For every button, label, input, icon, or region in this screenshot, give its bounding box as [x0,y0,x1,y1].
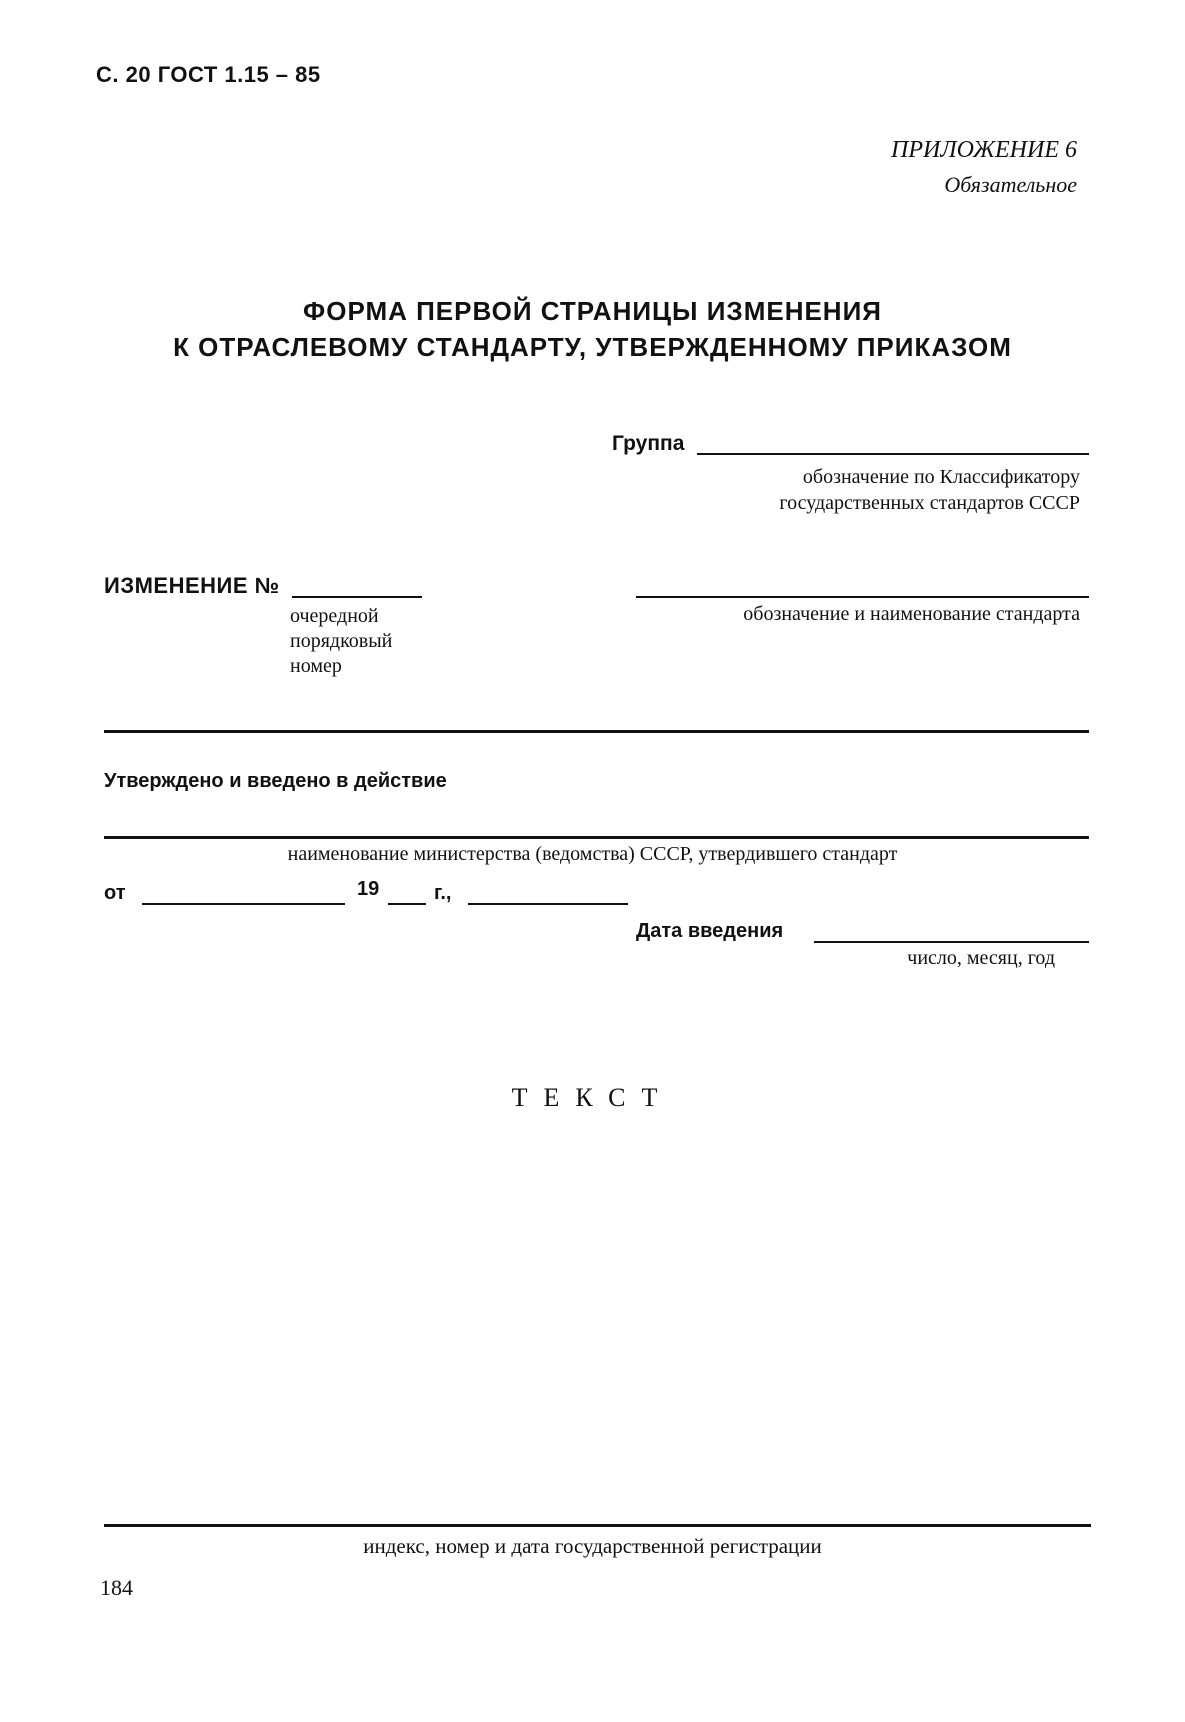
form-title-line-2: К ОТРАСЛЕВОМУ СТАНДАРТУ, УТВЕРЖДЕННОМУ ПРИКАЗОМ [173,332,1012,362]
change-caption-line-2: порядковый [290,630,393,652]
standard-input-line[interactable] [636,596,1089,598]
from-label: от [104,882,126,904]
order-number-input-line[interactable] [468,903,628,905]
group-caption-line-1: обозначение по Классификатору [802,466,1080,488]
form-title-line-1: ФОРМА ПЕРВОЙ СТРАНИЦЫ ИЗМЕНЕНИЯ [303,296,882,326]
year-suffix: г., [434,882,452,904]
divider-line [104,730,1089,733]
ministry-input-line[interactable] [104,836,1089,839]
year-prefix: 19 [357,878,380,900]
change-caption-line-1: очередной [290,605,379,627]
text-heading: ТЕКСТ [511,1083,674,1112]
intro-date-input-line[interactable] [814,941,1089,943]
page-header: С. 20 ГОСТ 1.15 – 85 [96,62,321,87]
year-input-line[interactable] [388,903,426,905]
group-label: Группа [612,432,685,455]
appendix-status: Обязательное [944,172,1077,197]
intro-date-label: Дата введения [636,920,784,942]
group-input-line[interactable] [697,453,1089,455]
approved-label: Утверждено и введено в действие [104,770,447,792]
appendix-title: ПРИЛОЖЕНИЕ 6 [891,137,1077,163]
registration-caption: индекс, номер и дата государственной регистрации [363,1534,822,1558]
group-caption [680,464,1080,516]
intro-date-caption: число, месяц, год [907,947,1055,969]
standard-caption: обозначение и наименование стандарта [743,603,1080,625]
order-date-input-line[interactable] [142,903,345,905]
change-number-caption [290,604,440,679]
group-caption-line-2: государственных стандартов СССР [779,492,1080,514]
change-number-label: ИЗМЕНЕНИЕ № [104,573,280,598]
change-number-input-line[interactable] [292,596,422,598]
form-title [0,293,1185,365]
page-number: 184 [100,1575,133,1600]
registration-input-line[interactable] [104,1524,1091,1527]
ministry-caption: наименование министерства (ведомства) СССР, утвердившего стандарт [287,843,898,865]
change-caption-line-3: номер [290,655,342,677]
